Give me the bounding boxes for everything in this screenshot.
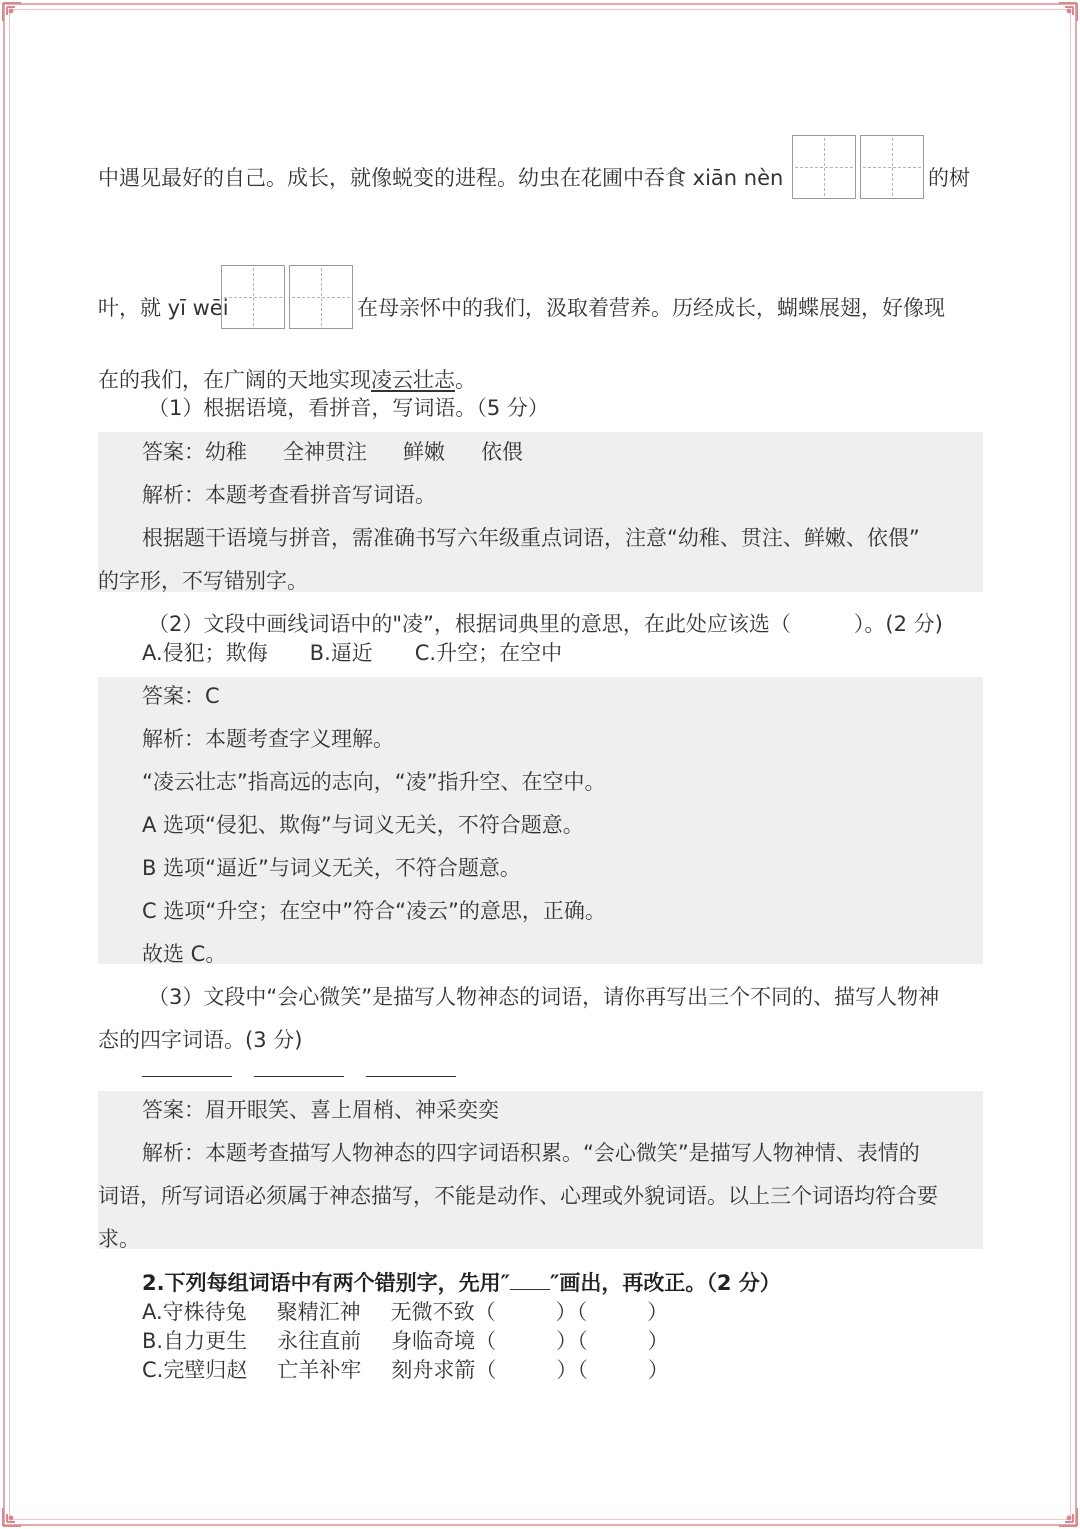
analysis-2: 解析：本题考查字义理解。: [142, 727, 394, 751]
corner-ornament-icon: [1057, 1, 1079, 23]
passage-line-1: [98, 163, 783, 193]
underline-mark-icon: ″ ″: [500, 1271, 560, 1295]
corner-ornament-icon: [1057, 1506, 1079, 1528]
answer-word: 幼稚: [205, 440, 247, 464]
answer-bracket: ）（: [556, 1358, 588, 1382]
answer-label: 答案：: [142, 440, 205, 464]
answer-1: [142, 437, 523, 467]
analysis-3-cont: 求。: [98, 1227, 140, 1251]
passage-text: 中遇见最好的自己。成长，就像蜕变的进程。幼虫在花圃中吞食 xiān nèn: [98, 166, 784, 190]
answer-blank[interactable]: [142, 1076, 232, 1077]
answer-bracket: ）（: [556, 1329, 588, 1353]
question-title-text: 画出，再改正。（2 分）: [559, 1271, 781, 1295]
word-item: 聚精汇神: [276, 1300, 361, 1324]
passage-line-1-end: 的树: [928, 166, 970, 190]
answer-bracket: ）: [647, 1300, 669, 1324]
word-item: 亡羊补牢: [277, 1358, 362, 1382]
analysis-2-line: “凌云壮志”指高远的志向，“凌”指升空、在空中。: [142, 770, 606, 794]
answer-bracket: ）: [647, 1329, 669, 1353]
question-4-title: [142, 1268, 781, 1298]
answer-bracket: ）（: [555, 1300, 588, 1324]
analysis-1: 解析：本题考查看拼音写词语。: [142, 483, 436, 507]
analysis-2-line: A 选项“侵犯、欺侮”与词义无关，不符合题意。: [142, 813, 584, 837]
passage-text: 。: [455, 368, 476, 392]
answer-word: 全神贯注: [283, 440, 367, 464]
word-group-row: [142, 1326, 669, 1356]
word-item: A.守株待兔: [142, 1300, 247, 1324]
analysis-3-cont: 词语，所写词语必须属于神态描写，不能是动作、心理或外貌词语。以上三个词语均符合要: [98, 1184, 938, 1208]
answer-2: 答案：C: [142, 684, 220, 708]
word-item: 身临奇境（: [391, 1329, 497, 1353]
answer-bracket: ）: [647, 1358, 669, 1382]
analysis-1-detail-cont: 的字形，不写错别字。: [98, 569, 308, 593]
answer-word: 依偎: [481, 440, 523, 464]
question-2-prompt: （2）文段中画线词语中的"凌”，根据词典里的意思，在此处应该选（ ）。(2 分): [148, 612, 943, 636]
passage-line-3: [98, 365, 476, 395]
analysis-3: 解析：本题考查描写人物神态的四字词语积累。“会心微笑”是描写人物神情、表情的: [142, 1141, 920, 1165]
underlined-phrase: 凌云壮志: [371, 368, 455, 392]
corner-ornament-icon: [1, 1506, 23, 1528]
answer-blank[interactable]: [366, 1076, 456, 1077]
writing-grid-box[interactable]: [289, 265, 353, 329]
corner-ornament-icon: [1, 1, 23, 23]
word-item: 刻舟求箭（: [391, 1358, 497, 1382]
answer-word: 鲜嫩: [403, 440, 445, 464]
question-title-text: 2.下列每组词语中有两个错别字，先用: [142, 1271, 501, 1295]
analysis-1-detail: 根据题干语境与拼音，需准确书写六年级重点词语，注意“幼稚、贯注、鲜嫩、依偎”: [142, 526, 920, 550]
word-group-row: [142, 1355, 669, 1385]
answer-3: 答案：眉开眼笑、喜上眉梢、神采奕奕: [142, 1098, 499, 1122]
writing-grid-box[interactable]: [860, 135, 924, 199]
writing-grid-box[interactable]: [221, 265, 285, 329]
question-2-options: A.侵犯；欺侮 B.逼近 C.升空；在空中: [142, 641, 563, 665]
analysis-2-line: B 选项“逼近”与词义无关，不符合题意。: [142, 856, 521, 880]
word-group-row: [142, 1297, 668, 1327]
word-item: B.自力更生: [142, 1329, 248, 1353]
analysis-2-line: C 选项“升空；在空中”符合“凌云”的意思，正确。: [142, 899, 606, 923]
passage-line-2-end: 在母亲怀中的我们，汲取着营养。历经成长，蝴蝶展翅，好像现: [357, 296, 945, 320]
writing-grid-box[interactable]: [792, 135, 856, 199]
word-item: 永往直前: [277, 1329, 362, 1353]
word-item: C.完壁归赵: [142, 1358, 248, 1382]
answer-blank[interactable]: [254, 1076, 344, 1077]
question-1-prompt: （1）根据语境，看拼音，写词语。（5 分）: [148, 396, 549, 420]
word-item: 无微不致（: [390, 1300, 496, 1324]
question-3-prompt-cont: 态的四字词语。(3 分): [98, 1028, 303, 1052]
passage-line-2: 叶，就 yī wēi: [98, 296, 229, 320]
question-3-prompt: （3）文段中“会心微笑”是描写人物神态的词语，请你再写出三个不同的、描写人物神: [148, 985, 940, 1009]
passage-text: 在的我们，在广阔的天地实现: [98, 368, 371, 392]
analysis-2-line: 故选 C。: [142, 942, 227, 966]
